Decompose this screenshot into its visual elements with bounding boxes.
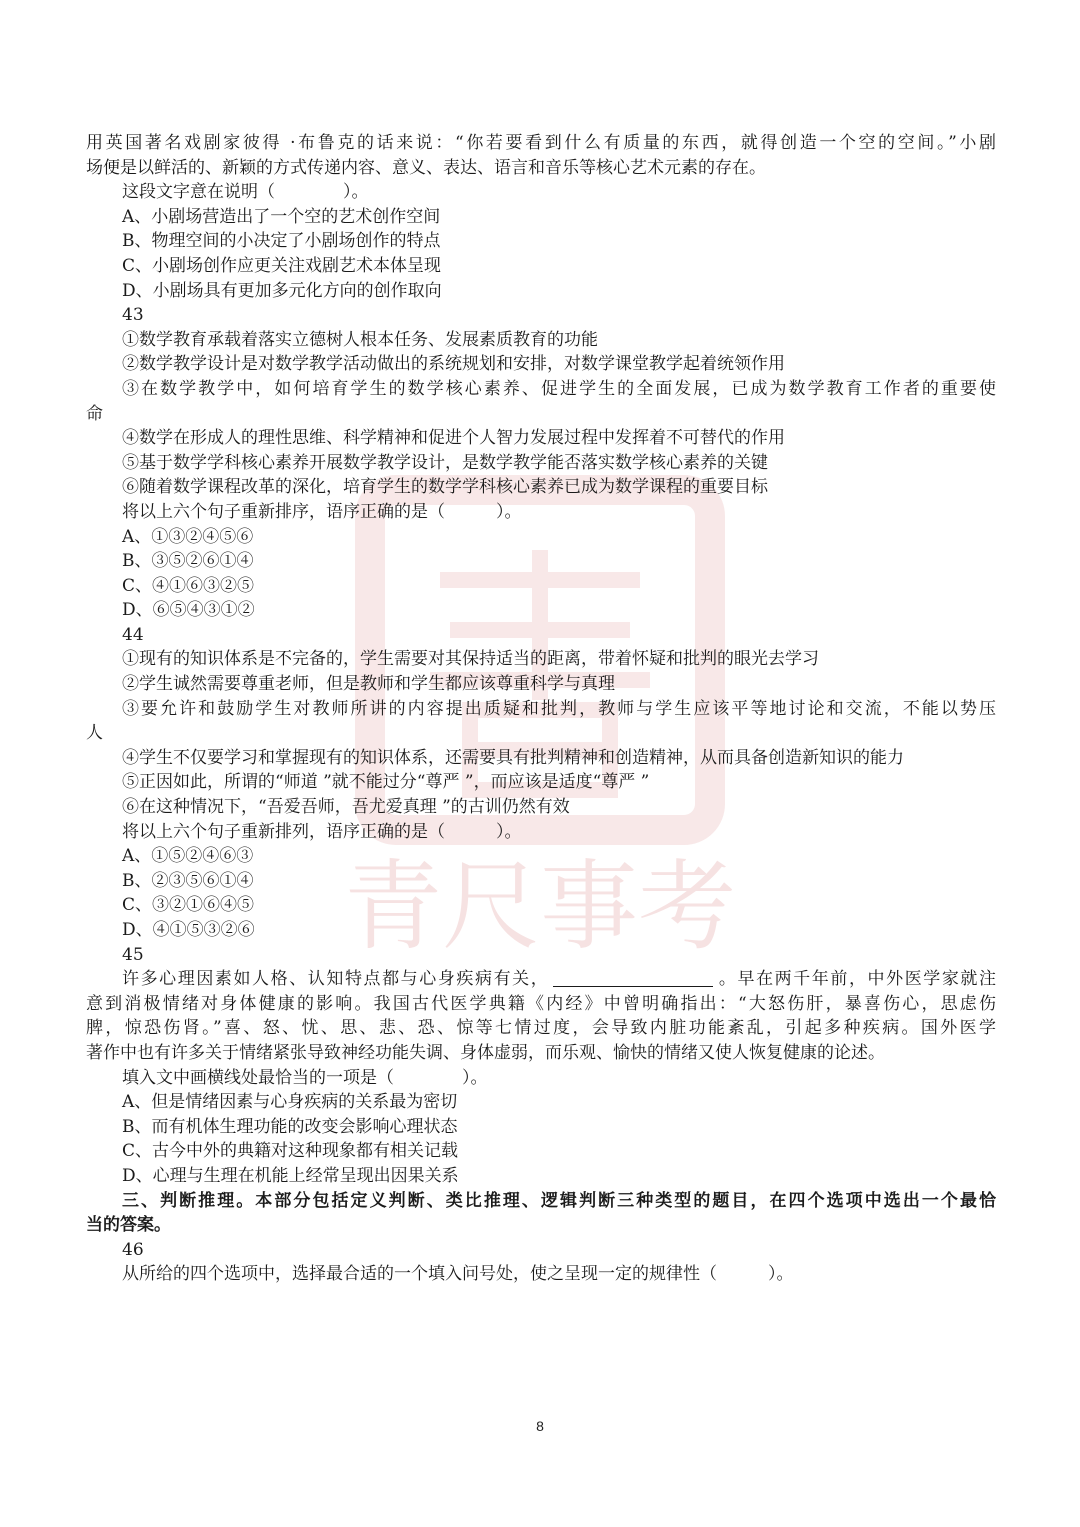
q42-option-d: D、小剧场具有更加多元化方向的创作取向 <box>122 280 442 301</box>
q44-sentence-5: ⑤正因如此，所谓的“师道 ”就不能过分“尊严 ”，而应该是适度“尊严 ” <box>122 772 650 793</box>
q44-sentence-4: ④学生不仅要学习和掌握现有的知识体系，还需要具有批判精神和创造精神，从而具备创造新知识的能力 <box>122 747 904 768</box>
q43-sentence-5: ⑤基于数学学科核心素养开展数学教学设计，是数学教学能否落实数学核心素养的关键 <box>122 452 768 473</box>
q43-stem: 将以上六个句子重新排序，语序正确的是（ ）。 <box>122 501 522 522</box>
q43-sentence-1: ①数学教育承载着落实立德树人根本任务、发展素质教育的功能 <box>122 329 598 350</box>
section-3-heading-cont: 当的答案。 <box>86 1215 171 1236</box>
q42-option-c: C、小剧场创作应更关注戏剧艺术本体呈现 <box>122 255 442 276</box>
q45-passage-line-1 <box>86 967 996 992</box>
q45-text-before-blank: 许多心理因素如人格、认知特点都与心身疾病有关， <box>122 969 550 990</box>
q45-option-a: A、但是情绪因素与心身疾病的关系最为密切 <box>122 1092 458 1113</box>
q44-stem: 将以上六个句子重新排列，语序正确的是（ ）。 <box>122 821 522 842</box>
q42-option-b: B、物理空间的小决定了小剧场创作的特点 <box>122 231 441 252</box>
q43-option-b: B、③⑤②⑥①④ <box>122 551 254 572</box>
q45-option-b: B、而有机体生理功能的改变会影响心理状态 <box>122 1116 458 1137</box>
q46-number: 46 <box>122 1239 144 1260</box>
q45-text-after-blank: 。早在两千年前，中外医学家就注 <box>717 969 997 990</box>
q45-stem: 填入文中画横线处最恰当的一项是（ ）。 <box>122 1067 488 1088</box>
q45-option-c: C、古今中外的典籍对这种现象都有相关记载 <box>122 1141 459 1162</box>
q45-passage-line-3: 脾，惊恐伤肾。”喜、怒、忧、思、悲、恐、惊等七情过度，会导致内脏功能紊乱，引起多种疾病。国外医学 <box>86 1018 996 1039</box>
q42-option-a: A、小剧场营造出了一个空的艺术创作空间 <box>122 206 441 227</box>
q44-sentence-1: ①现有的知识体系是不完备的，学生需要对其保持适当的距离，带着怀疑和批判的眼光去学习 <box>122 649 819 670</box>
q44-option-d: D、④①⑤③②⑥ <box>122 920 255 940</box>
q43-option-c: C、④①⑥③②⑤ <box>122 575 255 596</box>
q44-option-c: C、③②①⑥④⑤ <box>122 895 255 916</box>
q45-fill-blank <box>553 969 713 987</box>
q43-number: 43 <box>122 305 144 326</box>
q44-sentence-3: ③要允许和鼓励学生对教师所讲的内容提出质疑和批判，教师与学生应该平等地讨论和交流，不能以势压 <box>122 698 996 719</box>
q43-sentence-6: ⑥随着数学课程改革的深化，培育学生的数学学科核心素养已成为数学课程的重要目标 <box>122 477 768 498</box>
q43-sentence-3-cont: 命 <box>86 403 103 424</box>
document-body <box>86 131 996 1287</box>
watermark-text: 青尺事考 <box>343 850 737 964</box>
q43-sentence-3: ③在数学教学中，如何培育学生的数学核心素养、促进学生的全面发展，已成为数学教育工作者的重要使 <box>122 378 996 399</box>
q45-passage-line-2: 意到消极情绪对身体健康的影响。我国古代医学典籍《内经》中曾明确指出：“大怒伤肝，暴喜伤心，思虑伤 <box>86 993 996 1014</box>
q46-stem: 从所给的四个选项中，选择最合适的一个填入问号处，使之呈现一定的规律性（ ）。 <box>122 1264 794 1285</box>
q43-sentence-4: ④数学在形成人的理性思维、科学精神和促进个人智力发展过程中发挥着不可替代的作用 <box>122 428 785 449</box>
q42-passage-line-2: 场便是以鲜活的、新颖的方式传递内容、意义、表达、语言和音乐等核心艺术元素的存在。 <box>86 157 766 178</box>
q44-sentence-6: ⑥在这种情况下，“吾爱吾师，吾尤爱真理 ”的古训仍然有效 <box>122 797 570 818</box>
q43-option-d: D、⑥⑤④③①② <box>122 600 255 621</box>
q43-sentence-2: ②数学教学设计是对数学教学活动做出的系统规划和安排，对数学课堂教学起着统领作用 <box>122 354 785 375</box>
q42-stem: 这段文字意在说明（ ）。 <box>122 182 369 203</box>
q44-sentence-2: ②学生诚然需要尊重老师，但是教师和学生都应该尊重科学与真理 <box>122 674 615 695</box>
q44-sentence-3-cont: 人 <box>86 723 103 744</box>
page-number: 8 <box>536 1418 544 1434</box>
q44-option-a: A、①⑤②④⑥③ <box>122 846 254 867</box>
q45-option-d: D、心理与生理在机能上经常呈现出因果关系 <box>122 1165 459 1186</box>
q43-option-a: A、①③②④⑤⑥ <box>122 526 254 547</box>
q42-passage-line-1: 用英国著名戏剧家彼得 ·布鲁克的话来说：“你若要看到什么有质量的东西，就得创造一个空的空间。”小剧 <box>86 133 996 153</box>
q44-option-b: B、②③⑤⑥①④ <box>122 870 254 891</box>
q45-passage-line-4: 著作中也有许多关于情绪紧张导致神经功能失调、身体虚弱，而乐观、愉快的情绪又使人恢复健康的论述。 <box>86 1042 885 1063</box>
q44-number: 44 <box>122 624 144 645</box>
section-3-heading: 三、判断推理。本部分包括定义判断、类比推理、逻辑判断三种类型的题目，在四个选项中选出一个最恰 <box>122 1190 996 1211</box>
q45-number: 45 <box>122 944 144 965</box>
